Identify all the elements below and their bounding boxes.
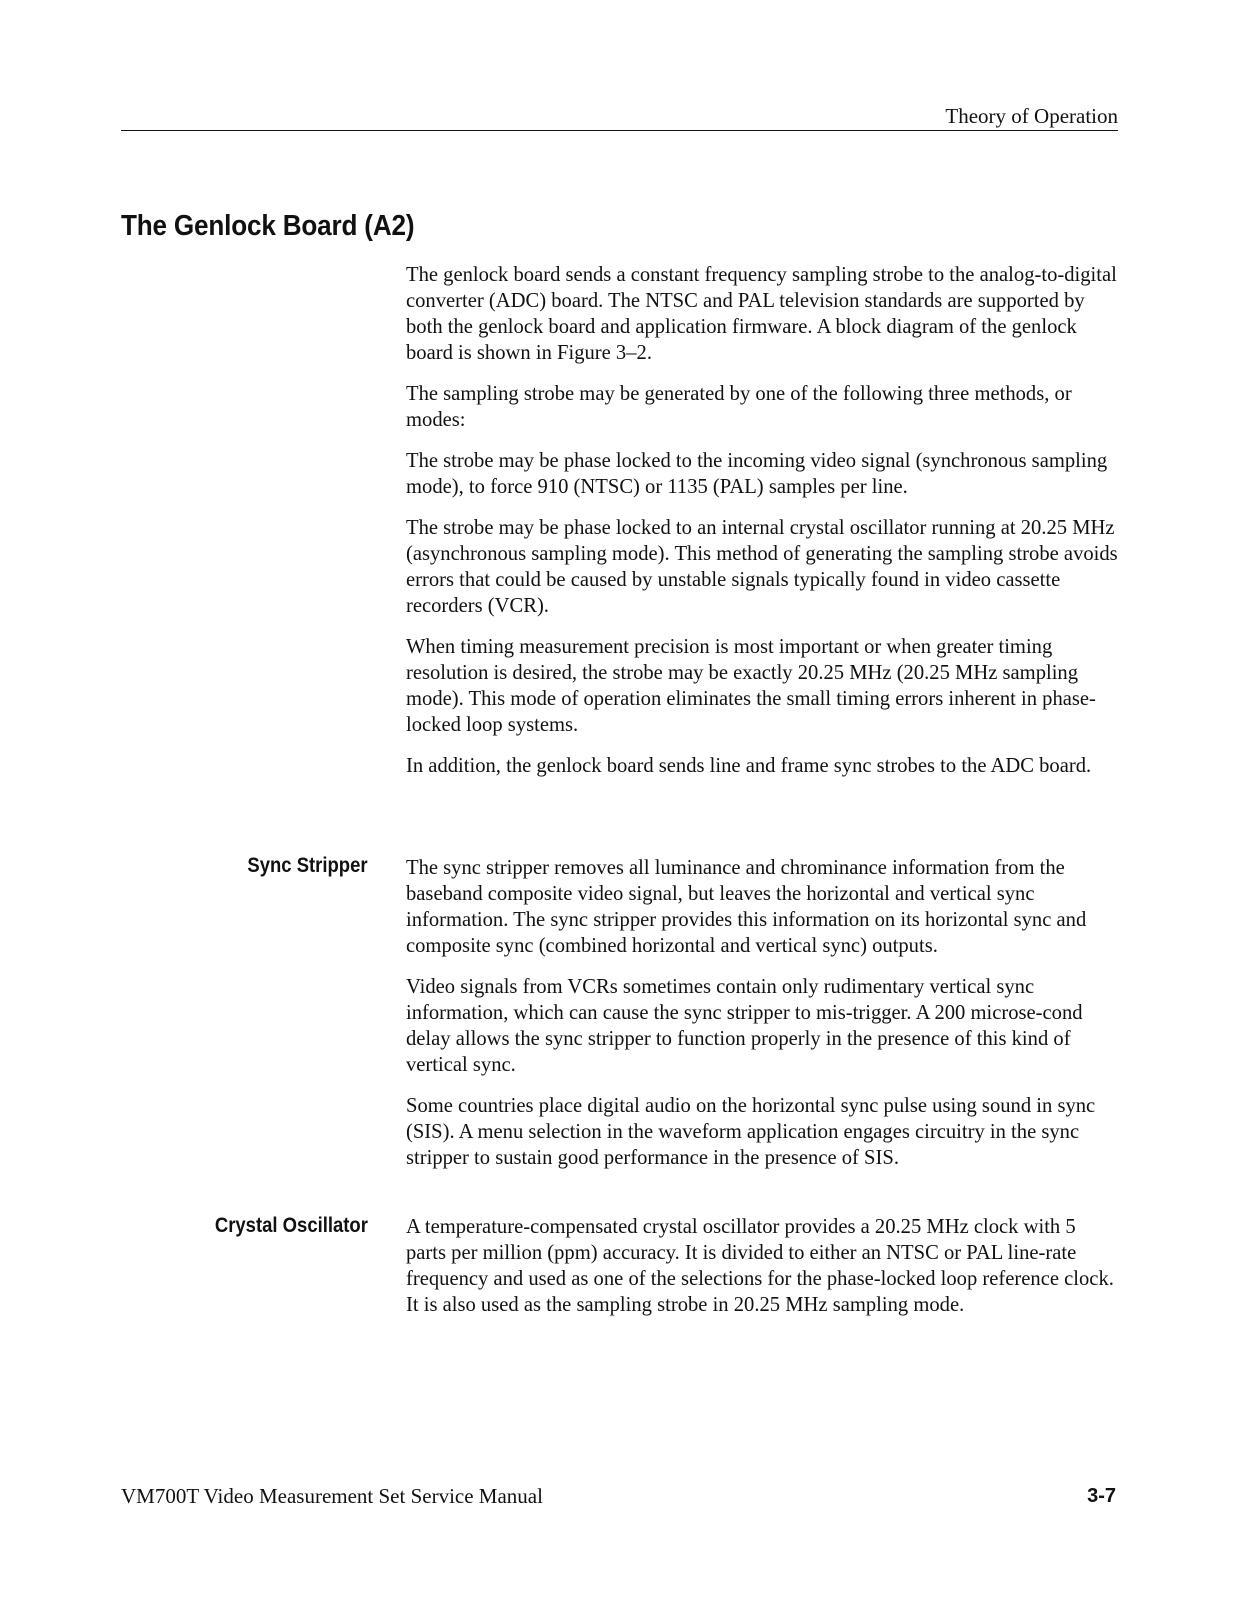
body-paragraph: Some countries place digital audio on the horizontal sync pulse using sound in sync (SIS). A menu selection in the waveform application engages circuitry in the sync stripper to sustain good performance in the presence of SIS. <box>406 1095 1096 1169</box>
page-number: 3-7 <box>1087 1485 1116 1507</box>
body-paragraph: The sampling strobe may be generated by one of the following three methods, or modes: <box>406 383 1072 431</box>
body-paragraph: The genlock board sends a constant frequency sampling strobe to the analog-to-digital converter (ADC) board. The NTSC and PAL television standards are supported by both the genlock board and application firmware. A block diagram of the genlock board is shown in Figure 3–2. <box>406 264 1117 364</box>
body-paragraph: Video signals from VCRs sometimes contain only rudimentary vertical sync information, which can cause the sync stripper to mis-trigger. A 200 microse-cond delay allows the sync stripper to function properly in the presence of this kind of vertical sync. <box>406 976 1083 1076</box>
crystal-oscillator-body <box>406 1214 1120 1333</box>
body-paragraph: The strobe may be phase locked to the incoming video signal (synchronous sampling mode), to force 910 (NTSC) or 1135 (PAL) samples per line. <box>406 450 1108 498</box>
body-paragraph: A temperature-compensated crystal oscillator provides a 20.25 MHz clock with 5 parts per million (ppm) accuracy. It is divided to either an NTSC or PAL line-rate frequency and used as one of the selections for the phase-locked loop reference clock. It is also used as the sampling strobe in 20.25 MHz sampling mode. <box>406 1216 1114 1316</box>
running-header: Theory of Operation <box>945 104 1118 128</box>
sync-stripper-heading: Sync Stripper <box>247 854 368 877</box>
crystal-oscillator-heading: Crystal Oscillator <box>214 1214 368 1237</box>
body-paragraph: The strobe may be phase locked to an internal crystal oscillator running at 20.25 MHz (asynchronous sampling mode). This method of generating the sampling strobe avoids errors that could be caused by unstable signals typically found in video cassette recorders (VCR). <box>406 517 1118 617</box>
body-paragraph: In addition, the genlock board sends line and frame sync strobes to the ADC board. <box>406 755 1092 777</box>
sync-stripper-body <box>406 855 1120 1186</box>
body-paragraph: The sync stripper removes all luminance and chrominance information from the baseband composite video signal, but leaves the horizontal and vertical sync information. The sync stripper provides this information on its horizontal sync and composite sync (combined horizontal and vertical sync) outputs. <box>406 857 1087 957</box>
body-paragraph: When timing measurement precision is most important or when greater timing resolution is desired, the strobe may be exactly 20.25 MHz (20.25 MHz sampling mode). This mode of operation eliminates the small timing errors inherent in phase-locked loop systems. <box>406 636 1096 736</box>
genlock-intro-body <box>406 262 1120 794</box>
header-rule <box>121 130 1118 131</box>
footer-manual-title: VM700T Video Measurement Set Service Manual <box>121 1484 543 1508</box>
page-title: The Genlock Board (A2) <box>121 210 415 242</box>
